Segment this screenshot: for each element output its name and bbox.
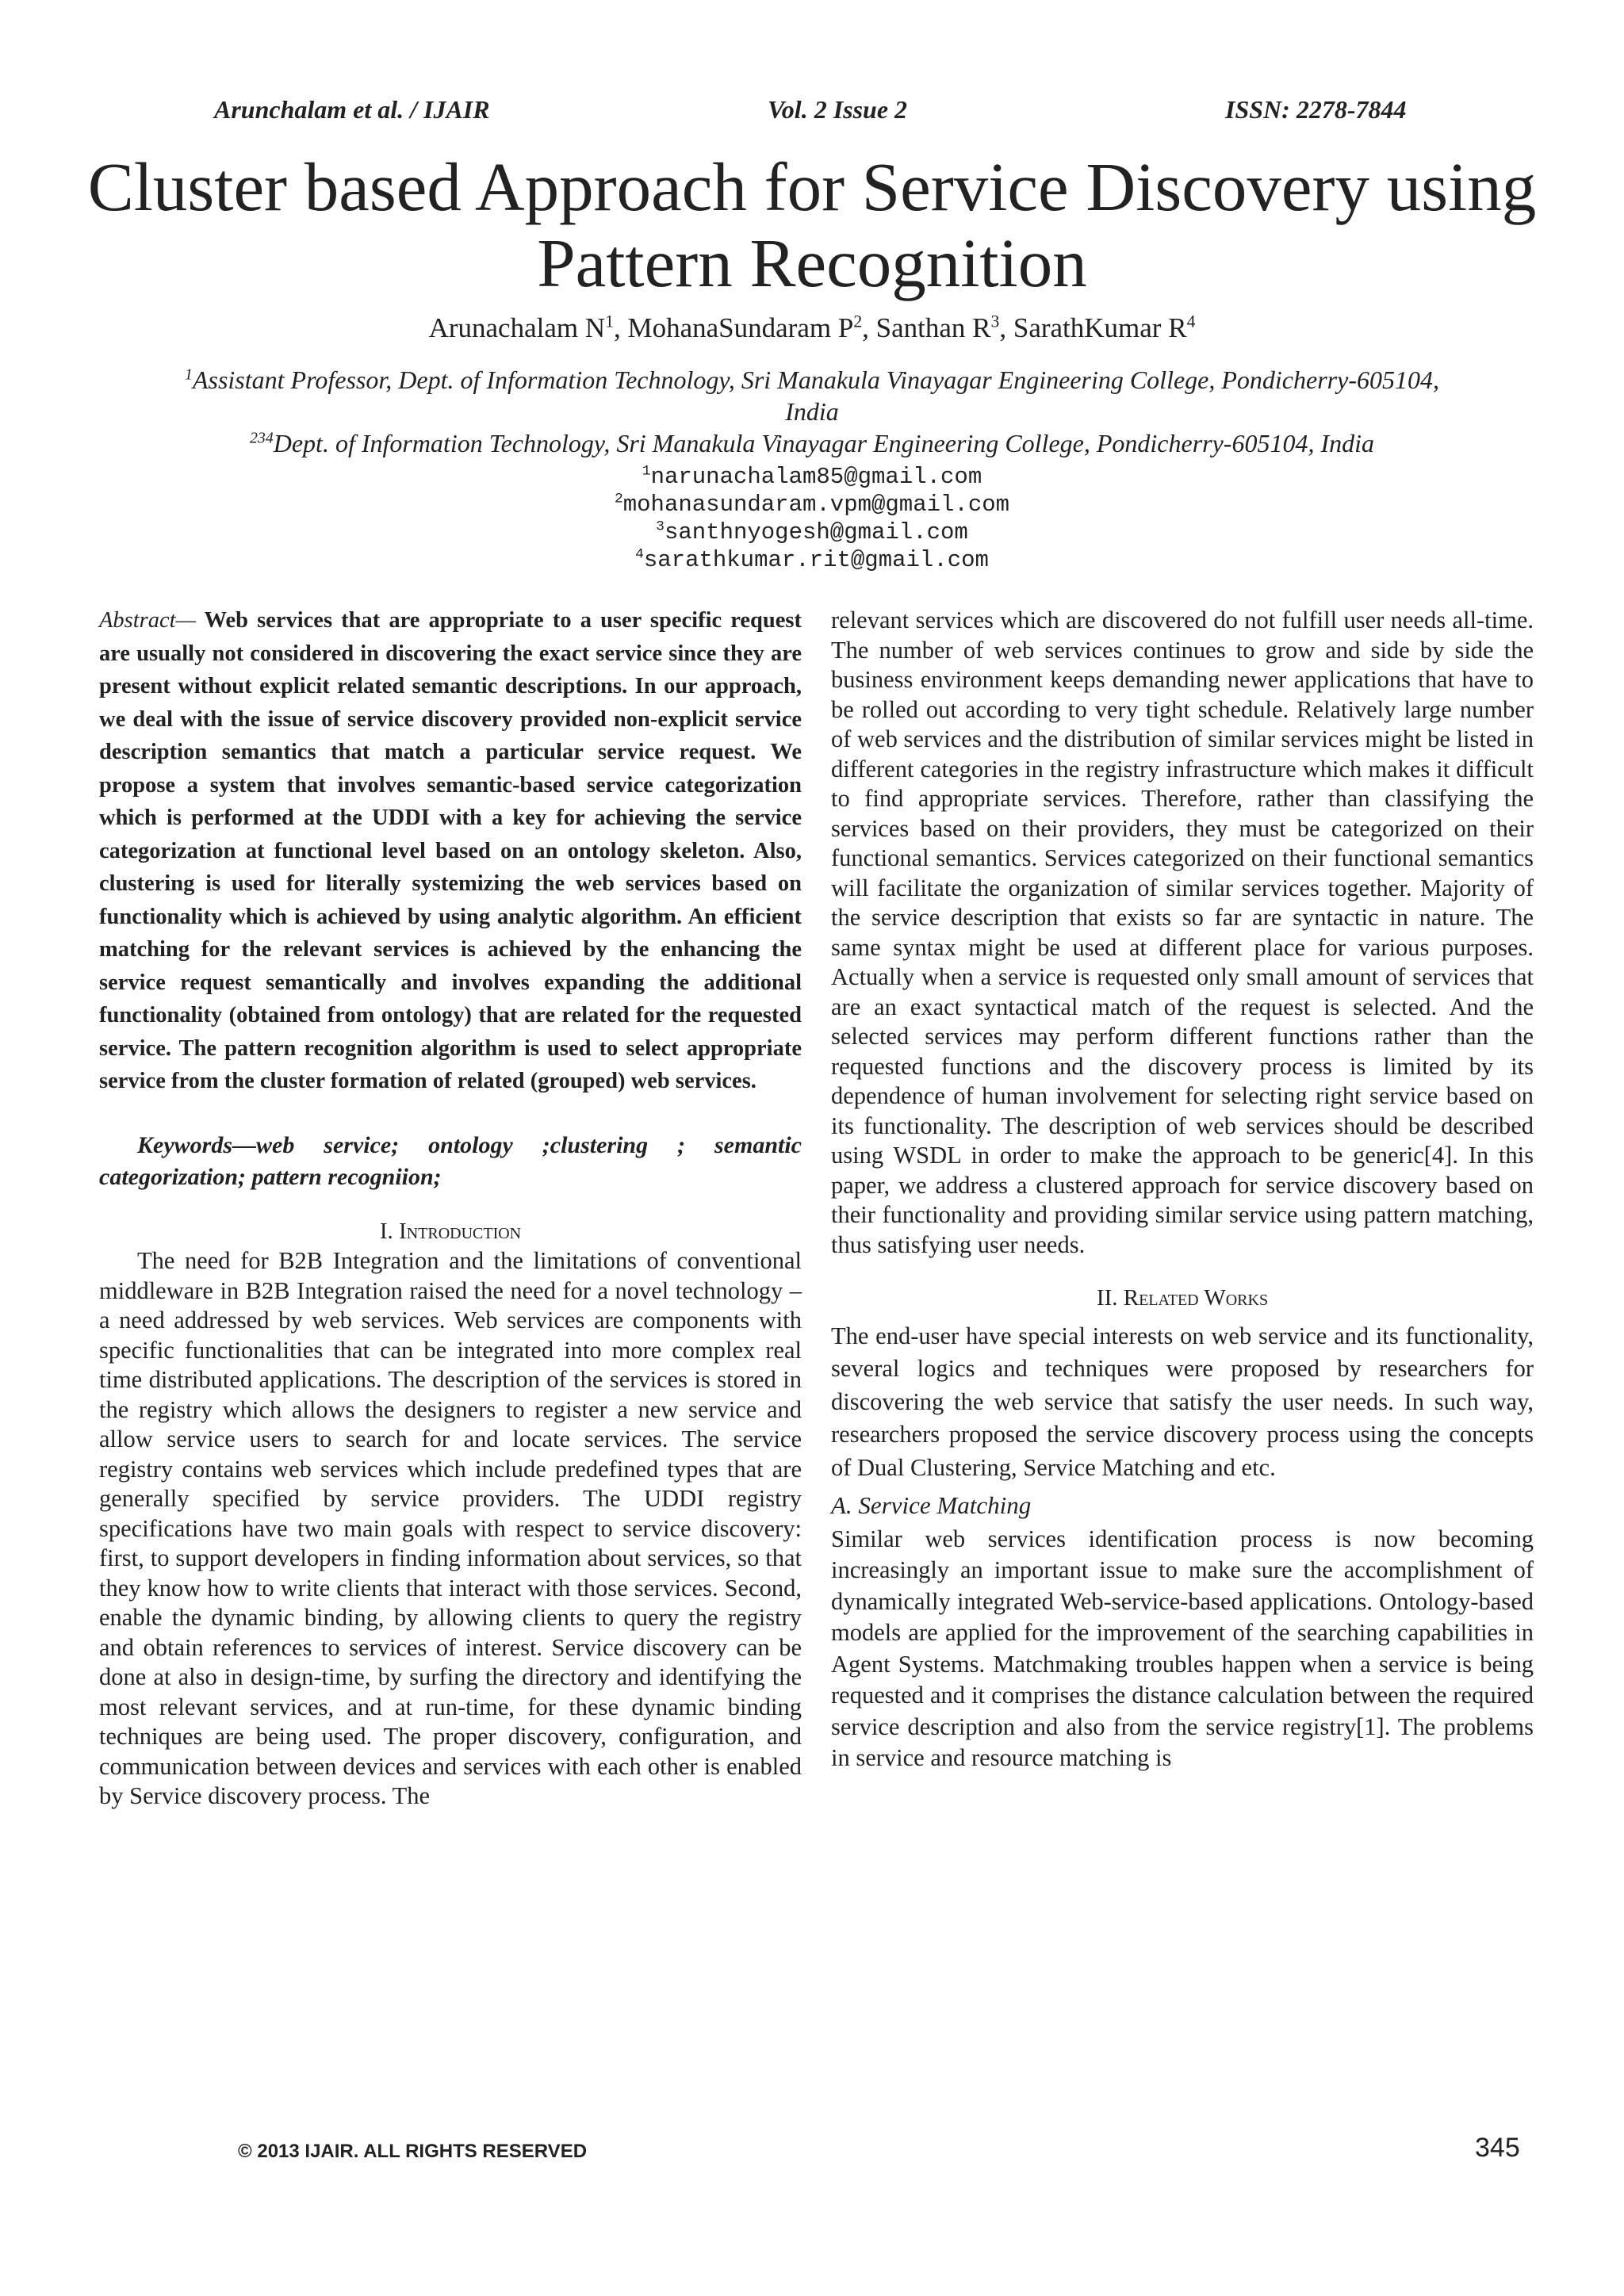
author-name: Arunachalam N bbox=[428, 312, 606, 343]
affiliation-1 bbox=[0, 364, 1624, 427]
email-address: narunachalam85@gmail.com bbox=[650, 464, 982, 490]
email-address: sarathkumar.rit@gmail.com bbox=[643, 547, 989, 573]
author-name: Santhan R bbox=[875, 312, 991, 343]
author-name: MohanaSundaram P bbox=[627, 312, 854, 343]
affiliation-sup: 1 bbox=[185, 365, 193, 384]
author-sup: 3 bbox=[990, 312, 1000, 331]
email-item bbox=[0, 463, 1624, 491]
running-header-right: ISSN: 2278-7844 bbox=[1225, 95, 1407, 124]
email-item bbox=[0, 519, 1624, 546]
author-name: SarathKumar R bbox=[1013, 312, 1187, 343]
abstract bbox=[99, 604, 802, 1098]
section-heading-introduction bbox=[99, 1217, 802, 1247]
affiliation-text-line2: India bbox=[785, 397, 839, 426]
affiliation-text: Assistant Professor, Dept. of Information Technology, Sri Manakula Vinayagar Engineering College, Pondicherry-605104, bbox=[192, 365, 1439, 394]
author-sup: 4 bbox=[1186, 312, 1196, 331]
copyright-footer: © 2013 IJAIR. ALL RIGHTS RESERVED bbox=[238, 2141, 588, 2162]
email-address: mohanasundaram.vpm@gmail.com bbox=[622, 492, 1010, 518]
email-list bbox=[0, 463, 1624, 574]
right-column bbox=[831, 606, 1534, 1774]
email-sup: 2 bbox=[614, 491, 623, 507]
email-sup: 3 bbox=[656, 519, 665, 535]
author-list: Arunachalam $N^1$, MohanaSundaram $P^2$, Santhan $R^3$, SarathKumar $R^4$ bbox=[428, 312, 1196, 343]
keywords: Keywords—web service; ontology ;clustering ; semantic categorization; pattern recogniion; bbox=[99, 1131, 802, 1190]
paper-title bbox=[0, 149, 1624, 301]
author-sup: 2 bbox=[853, 312, 863, 331]
affiliation-sup: 234 bbox=[249, 429, 274, 447]
paper-title-line2: Pattern Recognition bbox=[537, 224, 1087, 301]
running-header-left: Arunchalam et al. / IJAIR bbox=[214, 95, 490, 124]
related-works-paragraph: The end-user have special interests on web service and its functionality, several logics and techniques were proposed by researchers for discovering the web service that satisfy the user needs. In such way, researchers proposed the service discovery process using the concepts of Dual Clustering, Service Matching and etc. bbox=[831, 1322, 1534, 1481]
left-column bbox=[99, 604, 802, 1812]
author-sup: 1 bbox=[605, 312, 614, 331]
introduction-continuation: relevant services which are discovered do not fulfill user needs all-time. The number of web services continues to grow and side by side the business environment keeps demanding newer applications that have to be rolled out according to very tight schedule. Relatively large number of web services and the distribution of similar services might be listed in different categories in the registry infrastructure which makes it difficult to find appropriate services. Therefore, rather than classifying the services based on their providers, they must be categorized on their functional semantics. Services categorized on their functional semantics will facilitate the organization of similar services together. Majority of the service description that exists so far are syntactic in nature. The same syntax might be used at different place for various purposes. Actually when a service is requested only small amount of services that are an exact syntactical match of the request is selected. And the selected services may perform different functions rather than the requested functions and the discovery process is limited by its dependence of human involvement for selecting right service based on its functionality. The description of web services should be described using WSDL in order to make the approach to be generic[4]. In this paper, we address a clustered approach for service discovery based on their functionality and providing similar service using pattern matching, thus satisfying user needs. bbox=[831, 607, 1534, 1258]
email-item bbox=[0, 546, 1624, 574]
section-number: II. bbox=[1096, 1285, 1118, 1311]
page-number: 345 bbox=[1475, 2133, 1520, 2163]
email-sup: 1 bbox=[642, 463, 651, 480]
section-title: Related Works bbox=[1123, 1285, 1269, 1311]
abstract-lead: Abstract— bbox=[99, 608, 196, 633]
email-item bbox=[0, 491, 1624, 519]
email-address: santhnyogesh@gmail.com bbox=[664, 519, 968, 545]
subsection-heading-service-matching: A. Service Matching bbox=[831, 1491, 1032, 1519]
email-sup: 4 bbox=[635, 546, 644, 563]
section-title: Introduction bbox=[399, 1218, 522, 1244]
affiliation-text: Dept. of Information Technology, Sri Manakula Vinayagar Engineering College, Pondicherry-605104, India bbox=[273, 429, 1374, 457]
abstract-body: Web services that are appropriate to a user specific request are usually not considered in discovering the exact service since they are present without explicit related semantic descriptions. In our approach, we deal with the issue of service discovery provided non-explicit service description semantics that match a particular service request. We propose a system that involves semantic-based service categorization which is performed at the UDDI with a key for achieving the service categorization at functional level based on an ontology skeleton. Also, clustering is used for literally systemizing the web services based on functionality which is achieved by using analytic algorithm. An efficient matching for the relevant services is achieved by the enhancing the service request semantically and involves expanding the additional functionality (obtained from ontology) that are related for the requested service. The pattern recognition algorithm is used to select appropriate service from the cluster formation of related (grouped) web services. bbox=[99, 608, 802, 1093]
running-header-center: Vol. 2 Issue 2 bbox=[768, 95, 908, 124]
affiliation-2 bbox=[0, 427, 1624, 459]
section-heading-related-works bbox=[831, 1284, 1534, 1314]
section-number: I. bbox=[379, 1218, 393, 1244]
introduction-paragraph: The need for B2B Integration and the limitations of conventional middleware in B2B Integration raised the need for a novel technology – a need addressed by web services. Web services are components with specific functionalities that can be integrated into more complex real time distributed applications. The description of the services is stored in the registry which allows the designers to register a new service and allow service users to search for and locate services. The service registry contains web services which include predefined types that are generally specified by service providers. The UDDI registry specifications have two main goals with respect to service discovery: first, to support developers in finding information about services, so that they know how to write clients that interact with those services. Second, enable the dynamic binding, by allowing clients to query the registry and obtain references to services of interest. Service discovery can be done at also in design-time, by surfing the directory and identifying the most relevant services, and at run-time, for these dynamic binding techniques are being used. The proper discovery, configuration, and communication between devices and services with each other is enabled by Service discovery process. The bbox=[99, 1247, 802, 1809]
paper-title-line1: Cluster based Approach for Service Discovery using bbox=[87, 148, 1537, 225]
service-matching-paragraph: Similar web services identification process is now becoming increasingly an important issue to make sure the accomplishment of dynamically integrated Web-service-based applications. Ontology-based models are applied for the improvement of the searching capabilities in Agent Systems. Matchmaking troubles happen when a service is being requested and it comprises the distance calculation between the required service description and also from the service registry[1]. The problems in service and resource matching is bbox=[831, 1525, 1534, 1771]
